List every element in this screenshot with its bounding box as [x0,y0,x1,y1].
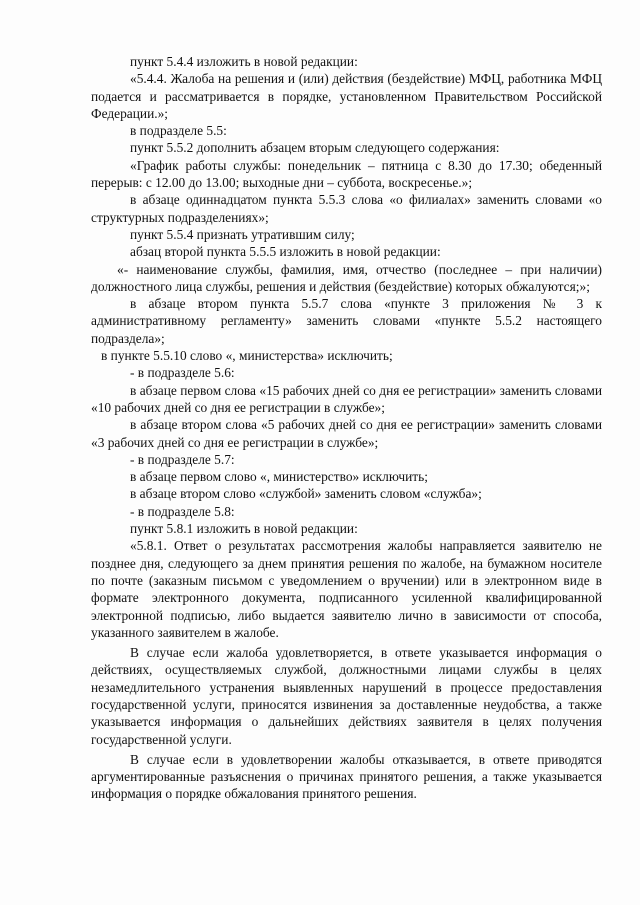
paragraph: пункт 5.4.4 изложить в новой редакции: [130,54,358,69]
paragraph: в абзаце первом слова «15 рабочих дней со дня ее регистрации» заменить словами «10 рабочих дней со дня ее регистрации в службе»; [91,382,602,415]
paragraph: в абзаце первом слово «, министерство» исключить; [130,469,428,485]
paragraph: пункт 5.8.1 изложить в новой редакции: [130,521,358,537]
paragraph: абзац второй пункта 5.5.5 изложить в новой редакции: [130,244,441,260]
paragraph: - в подразделе 5.8: [130,503,235,519]
paragraph: в подразделе 5.5: [130,123,227,139]
paragraph: «5.4.4. Жалоба на решения и (или) действия (бездействие) МФЦ, работника МФЦ подается и рассматривается в порядке, установленном Правительством Российской Федерации.»; [91,71,602,121]
paragraph: пункт 5.5.4 признать утратившим силу; [130,226,355,242]
paragraph: «График работы службы: понедельник – пятница с 8.30 до 17.30; обеденный перерыв: с 12.00 до 13.00; выходные дни – суббота, воскресенье.»; [91,157,602,191]
paragraph: - в подразделе 5.6: [130,365,235,381]
paragraph: «- наименование службы, фамилия, имя, отчество (последнее – при наличии) должностного лица службы, решения и действия (бездействие) которых обжалуются;»; [91,261,602,294]
paragraph: - в подразделе 5.7: [130,451,235,467]
paragraph: В случае если жалоба удовлетворяется, в ответе указывается информация о действиях, осуществляемых службой, должностными лицами службы в целях незамедлительного устранения выявленных нарушений в процессе предоставления государственной услуги, приносятся извинения за доставленные неудобства, а также указывается информация о дальнейших действиях заявителя в целях получения государственной услуги. [91,645,602,747]
paragraph: в пункте 5.5.10 слово «, министерства» исключить; [101,348,393,364]
paragraph: в абзаце втором слова «5 рабочих дней со дня ее регистрации» заменить словами «3 рабочих дней со дня ее регистрации в службе»; [91,417,602,450]
paragraph: в абзаце втором слово «службой» заменить словом «служба»; [130,486,482,502]
paragraph: «5.8.1. Ответ о результатах рассмотрения жалобы направляется заявителю не позднее дня, следующего за днем принятия решения по жалобе, на бумажном носителе по почте (заказным письмом с уведомлением о вручении) или в электронном виде в формате электронного документа, подписанного усиленной квалифицированной электронной подписью, либо выдается заявителю лично в зависимости от способа, указанного заявителем в жалобе. [91,538,602,640]
paragraph: в абзаце одиннадцатом пункта 5.5.3 слова «о филиалах» заменить словами «о структурных подразделениях»; [91,192,602,225]
paragraph: пункт 5.5.2 дополнить абзацем вторым следующего содержания: [130,140,500,156]
paragraph: В случае если в удовлетворении жалобы отказывается, в ответе приводятся аргументированные разъяснения о причинах принятого решения, а также указывается информация о порядке обжалования принятого решения. [91,751,602,802]
paragraph: в абзаце втором пункта 5.5.7 слова «пункте 3 приложения № 3 к административному регламенту» заменить словами «пункте 5.5.2 настоящего подраздела»; [91,296,602,346]
